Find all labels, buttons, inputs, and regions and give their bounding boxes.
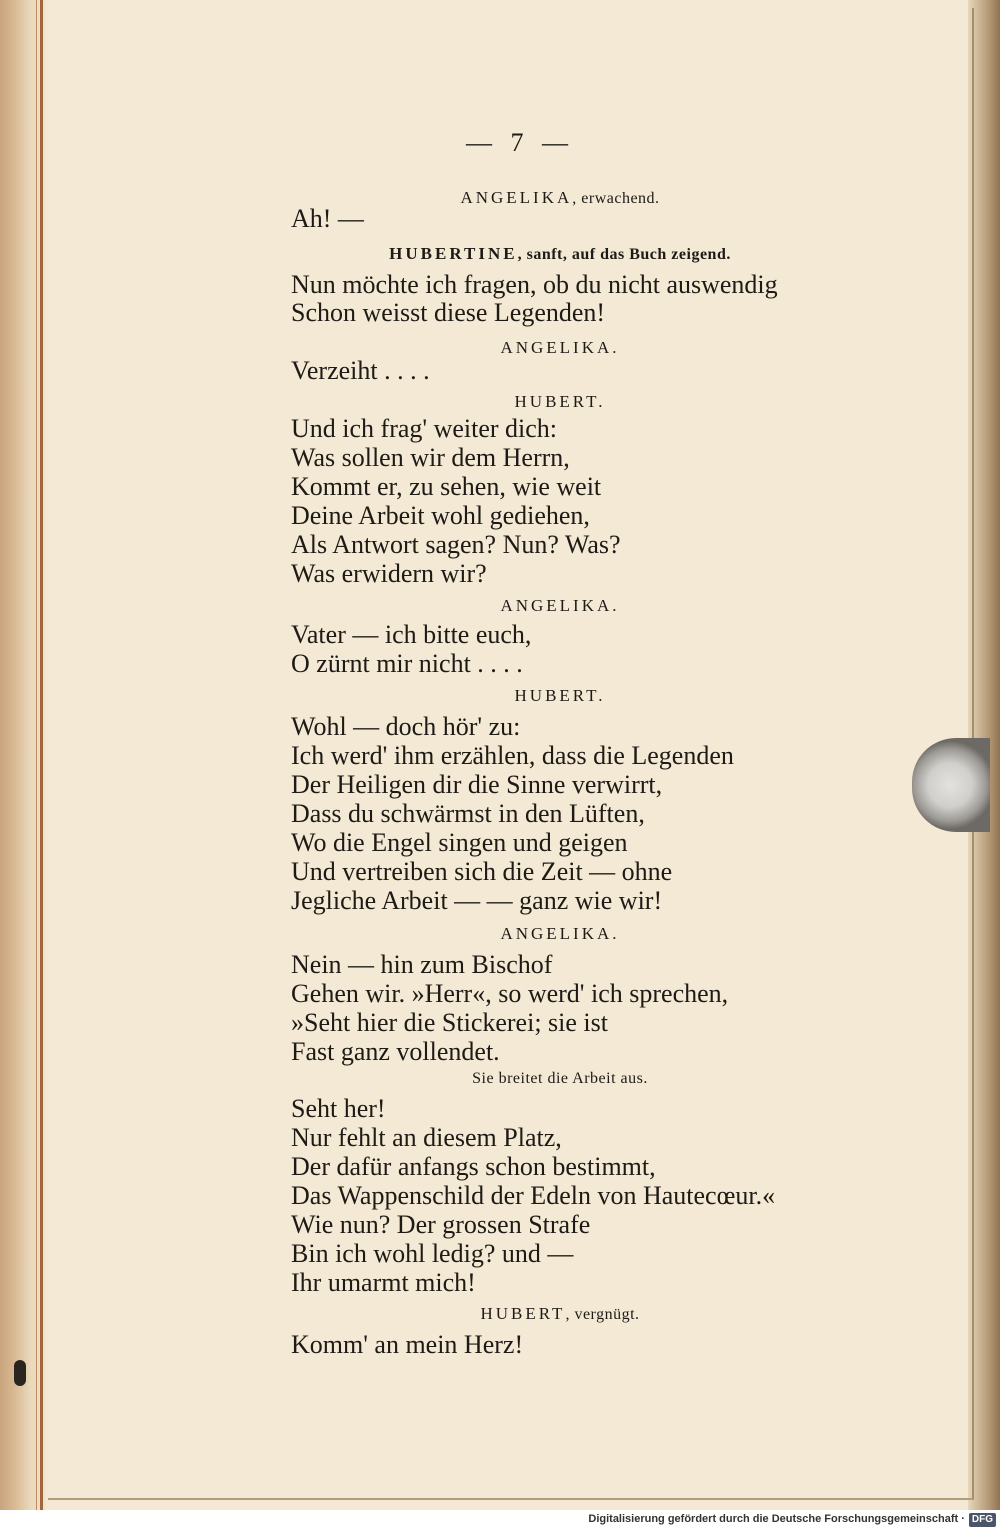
- verse-line: Verzeiht . . . .: [291, 356, 430, 385]
- digitization-footer: [0, 1510, 1000, 1528]
- verse-line: Komm' an mein Herz!: [291, 1330, 524, 1359]
- verse-line: Bin ich wohl ledig? und —: [291, 1239, 574, 1268]
- speaker-heading: [230, 924, 890, 944]
- verse-line: Nun möchte ich fragen, ob du nicht auswendig: [291, 270, 778, 299]
- speaker-heading: [230, 1304, 890, 1324]
- speaker-name: ANGELIKA.: [500, 596, 620, 615]
- verse-line: Und ich frag' weiter dich:: [291, 414, 558, 443]
- verse-line: O zürnt mir nicht . . . .: [291, 649, 523, 678]
- stage-direction: , vergnügt.: [565, 1306, 640, 1323]
- speaker-name: ANGELIKA.: [500, 924, 620, 943]
- speaker-name: HUBERT.: [514, 392, 606, 411]
- speaker-name: ANGELIKA: [460, 188, 573, 207]
- verse-line: Was sollen wir dem Herrn,: [291, 443, 570, 472]
- speaker-heading: [230, 686, 890, 706]
- speaker-name: HUBERT.: [514, 686, 606, 705]
- verse-line: Dass du schwärmst in den Lüften,: [291, 799, 645, 828]
- speaker-name: HUBERTINE: [389, 244, 518, 263]
- verse-line: Der Heiligen dir die Sinne verwirrt,: [291, 770, 663, 799]
- verse-line: »Seht hier die Stickerei; sie ist: [291, 1008, 608, 1037]
- verse-line: Deine Arbeit wohl gediehen,: [291, 501, 590, 530]
- verse-line: Das Wappenschild der Edeln von Hautecœur.«: [291, 1181, 776, 1210]
- footer-text: Digitalisierung gefördert durch die Deutsche Forschungsgemeinschaft ·: [588, 1513, 965, 1525]
- verse-line: Jegliche Arbeit — — ganz wie wir!: [291, 886, 663, 915]
- speaker-heading: [230, 338, 890, 358]
- stage-direction: , erwachend.: [572, 190, 660, 207]
- verse-line: Nein — hin zum Bischof: [291, 950, 553, 979]
- page-number: — 7 —: [466, 128, 574, 157]
- verse-line: Fast ganz vollendet.: [291, 1037, 500, 1066]
- verse-line: Vater — ich bitte euch,: [291, 620, 532, 649]
- verse-line: Der dafür anfangs schon bestimmt,: [291, 1152, 656, 1181]
- speaker-name: ANGELIKA.: [500, 338, 620, 357]
- verse-line: Was erwidern wir?: [291, 559, 487, 588]
- speaker-heading: [230, 392, 890, 412]
- verse-line: Wohl — doch hör' zu:: [291, 712, 521, 741]
- verse-line: Ah! —: [291, 204, 364, 233]
- speaker-name: HUBERT: [480, 1304, 566, 1323]
- stage-direction: , sanft, auf das Buch zeigend.: [517, 246, 731, 263]
- verse-line: Seht her!: [291, 1094, 386, 1123]
- verse-line: Schon weisst diese Legenden!: [291, 298, 606, 327]
- speaker-heading: [230, 244, 890, 264]
- dfg-logo-icon: DFG: [969, 1513, 996, 1527]
- verse-line: Wie nun? Der grossen Strafe: [291, 1210, 591, 1239]
- verse-line: Gehen wir. »Herr«, so werd' ich sprechen,: [291, 979, 729, 1008]
- stage-direction: Sie breitet die Arbeit aus.: [472, 1070, 648, 1087]
- verse-line: Kommt er, zu sehen, wie weit: [291, 472, 602, 501]
- verse-line: Ihr umarmt mich!: [291, 1268, 476, 1297]
- verse-line: Und vertreiben sich die Zeit — ohne: [291, 857, 673, 886]
- verse-line: Ich werd' ihm erzählen, dass die Legenden: [291, 741, 734, 770]
- verse-line: Als Antwort sagen? Nun? Was?: [291, 530, 621, 559]
- verse-line: Nur fehlt an diesem Platz,: [291, 1123, 562, 1152]
- speaker-heading: [230, 596, 890, 616]
- verse-line: Wo die Engel singen und geigen: [291, 828, 628, 857]
